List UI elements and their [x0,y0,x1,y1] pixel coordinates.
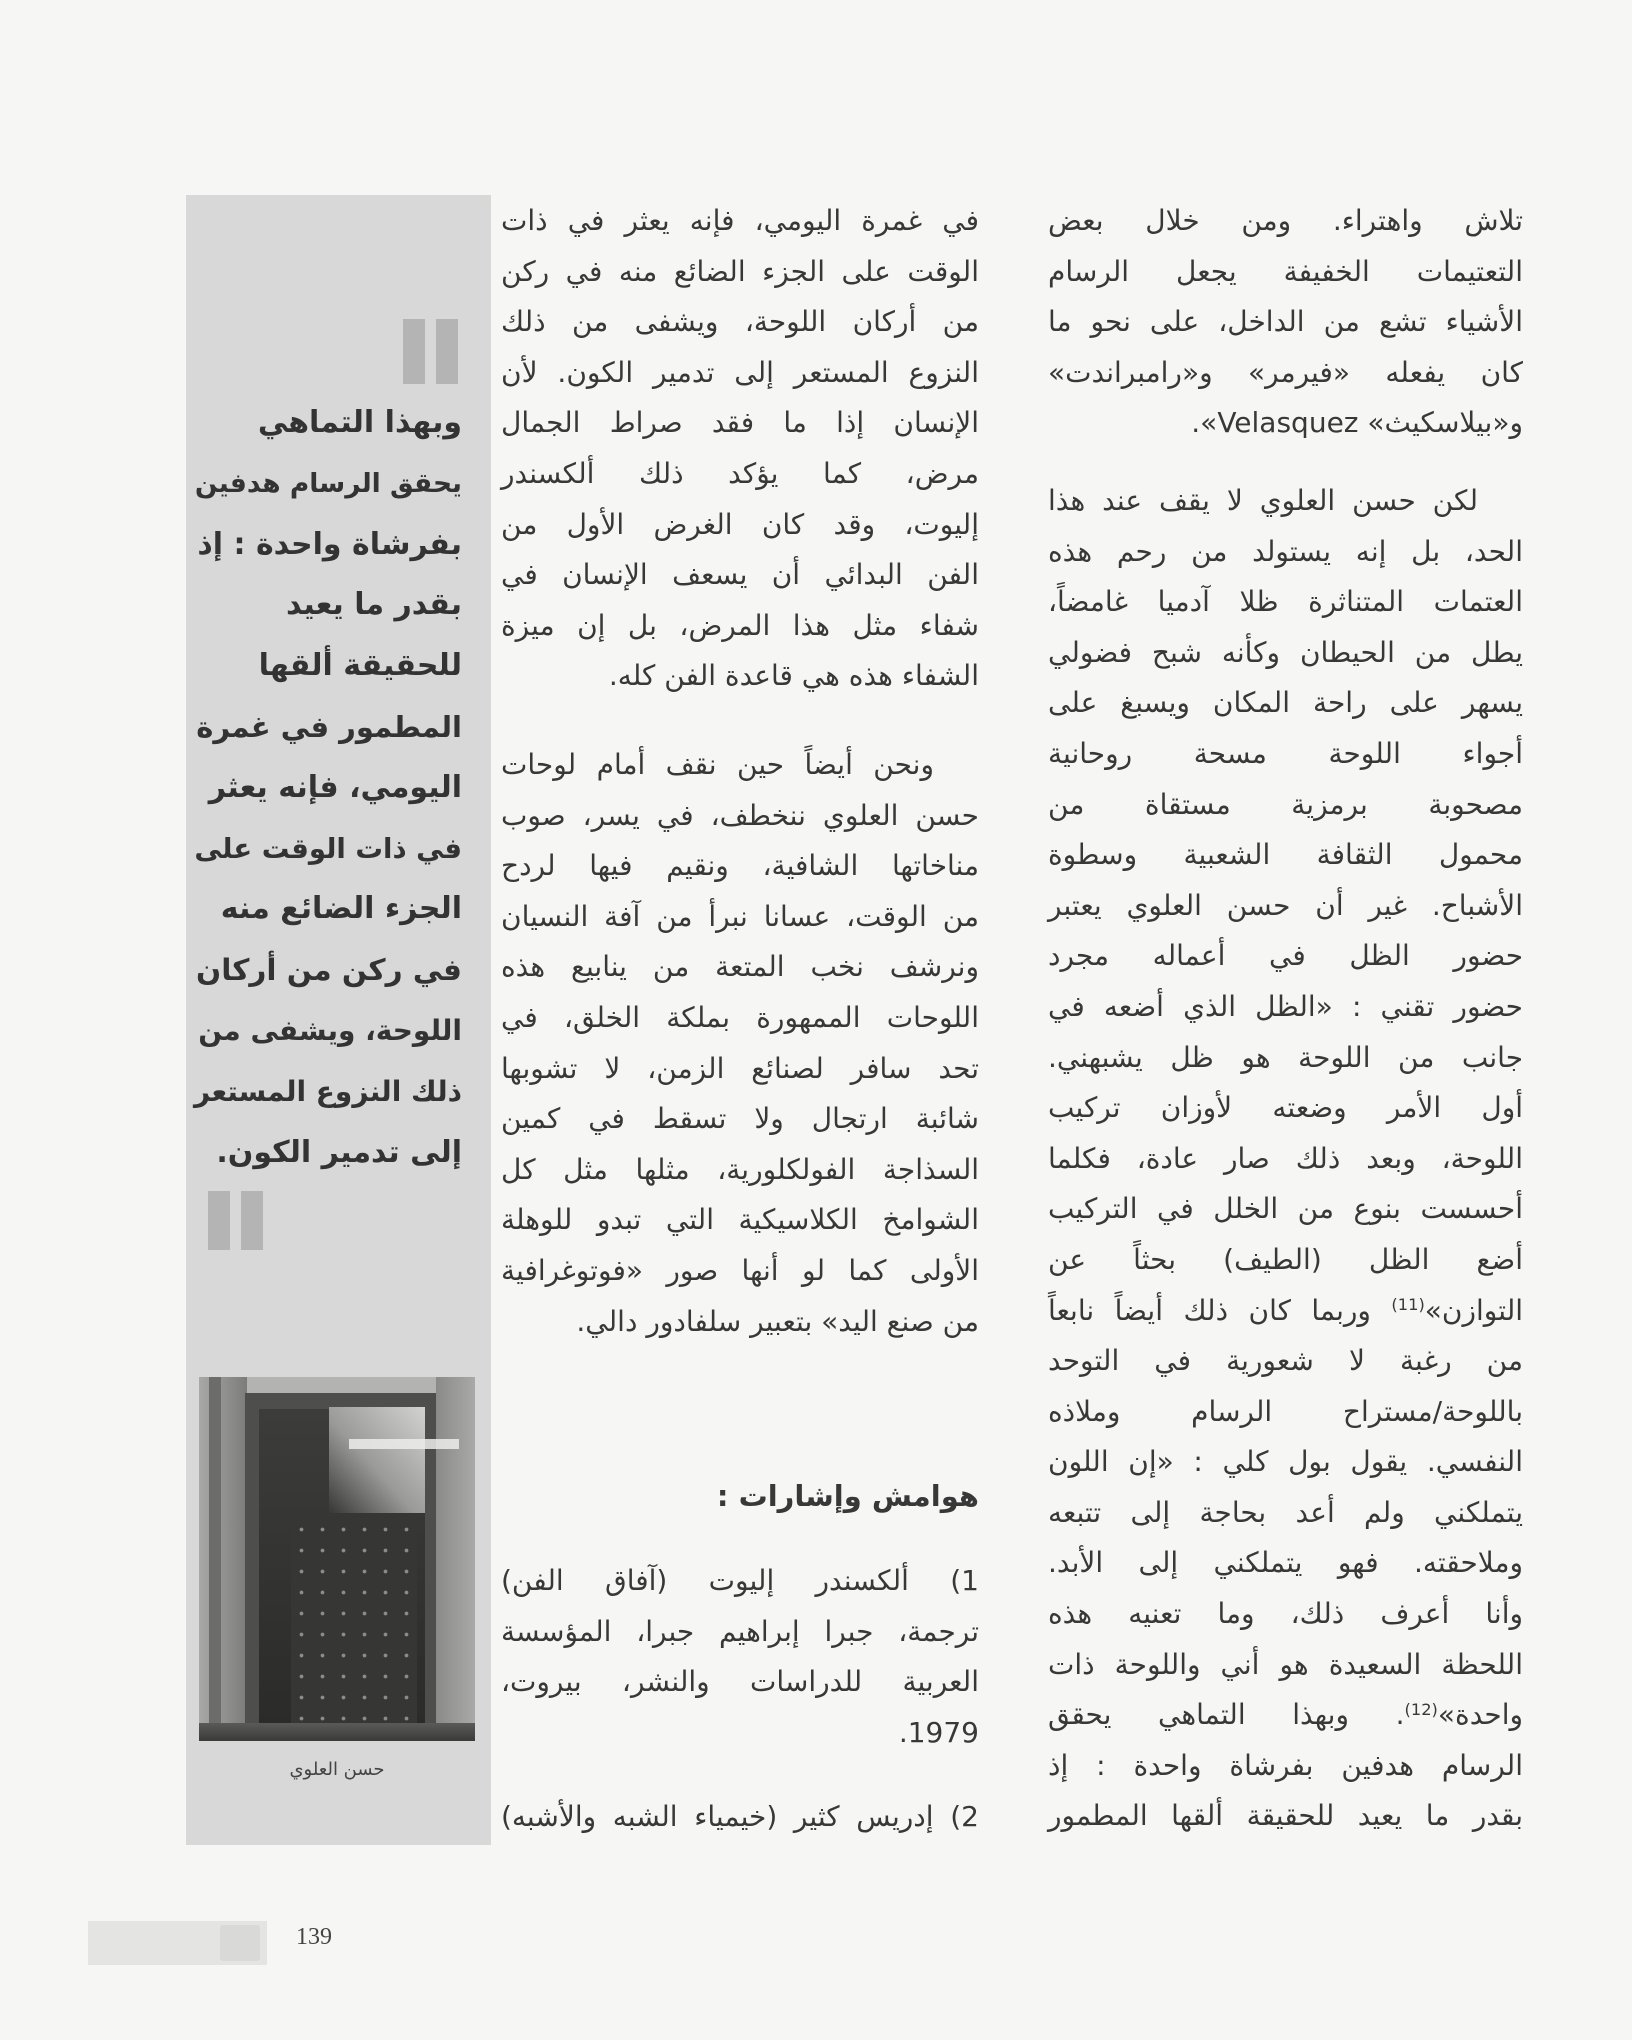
text-line: شائبة ارتجال ولا تسقط في كمين [501,1102,979,1136]
text-line: 1979. [898,1715,979,1749]
text-line: ونحن أيضاً حين نقف أمام لوحات [501,748,934,781]
text-line: جانب من اللوحة هو ظل يشبهني. [1048,1040,1523,1074]
text-line: الشفاء هذه هي قاعدة الفن كله. [608,659,979,693]
text-line: مناخاتها الشافية، ونقيم فيها لردح [501,849,979,883]
right-column-paragraph-2 [1048,476,1523,1842]
text-line: الشوامخ الكلاسيكية التي تبدو للوهلة [501,1203,979,1237]
photo-left-wall [199,1377,247,1741]
text-line: يطل من الحيطان وكأنه شبح فضولي [1048,635,1523,669]
text-line: شفاء مثل هذا المرض، بل إن ميزة [501,608,979,642]
text-line: حسن العلوي ننخطف، في يسر، صوب [501,798,979,832]
text-line: لكن حسن العلوي لا يقف عند هذا [1048,484,1478,517]
notes-heading: هوامش وإشارات : [716,1479,979,1513]
text-line: محمول الثقافة الشعبية وسطوة [1048,838,1523,872]
text-line: في غمرة اليومي، فإنه يعثر في ذات [501,204,979,237]
text-line: 1) ألكسندر إليوت (آفاق الفن) [501,1564,979,1597]
text-line: أجواء اللوحة مسحة روحانية [1048,736,1523,770]
text-segment: واحدة» [1437,1698,1523,1732]
text-line: حضور الظل في أعماله مجرد [1048,939,1523,973]
text-line: النفسي. يقول بول كلي : «إن اللون [1048,1445,1523,1479]
middle-column-paragraph-1 [501,196,979,702]
text-line: من صنع اليد» بتعبير سلفادور دالي. [576,1304,979,1338]
text-segment: . وبهذا التماهي يحقق [1048,1698,1405,1732]
quote-line: للحقيقة ألقها [258,648,462,684]
quote-line: يحقق الرسام هدفين [194,467,462,499]
quote-line: الجزء الضائع منه [220,891,462,927]
artist-photo [199,1377,475,1741]
text-line: مرض، كما يؤكد ذلك ألكسندر [501,456,979,490]
quote-line: المطمور في غمرة [196,709,462,744]
text-line [1048,1690,1523,1741]
text-line: وملاحقته. فهو يتملكني إلى الأبد. [1048,1546,1523,1580]
quote-bar [436,319,458,384]
photo-caption: حسن العلوي [289,1759,385,1780]
photo-right-wall [436,1377,475,1741]
text-line: أحسست بنوع من الخلل في التركيب [1048,1192,1523,1226]
text-line: السذاجة الفولكلورية، مثلها مثل كل [501,1152,979,1186]
text-line: تلاش واهتراء. ومن خلال بعض [1048,204,1523,237]
footnote-1 [501,1556,979,1758]
photo-door-panel [291,1519,417,1731]
text-line: الأشياء تشع من الداخل، على نحو ما [1048,305,1523,339]
sidebar-panel [186,195,491,1845]
text-line: الرسام هدفين بفرشاة واحدة : إذ [1048,1748,1523,1782]
text-line: و«بيلاسكيث» Velasquez». [1191,406,1523,440]
quote-line: وبهذا التماهي [257,405,462,440]
quote-bar [208,1191,230,1250]
footnote-2 [501,1792,979,1843]
photo-window-glare [349,1439,459,1449]
magazine-logo [220,1925,260,1961]
quote-line: في ركن من أركان [196,953,462,988]
text-line: التعتيمات الخفيفة يجعل الرسام [1048,254,1523,288]
text-line: الحد، بل إنه يستولد من رحم هذه [1048,534,1523,568]
text-line: أول الأمر وضعته لأوزان تركيب [1048,1091,1523,1125]
quote-line: ذلك النزوع المستعر [194,1074,462,1108]
text-line: من الوقت، عسانا نبرأ من آفة النسيان [501,899,979,933]
quote-line: بفرشاة واحدة : إذ [197,526,462,562]
text-line: من أركان اللوحة، ويشفى من ذلك [501,305,979,339]
text-line: كان يفعله «فيرمر» و«رامبراندت» [1048,355,1523,389]
text-line: ونرشف نخب المتعة من ينابيع هذه [501,950,979,984]
text-line: مصحوبة برمزية مستقاة من [1048,787,1523,821]
quote-bar [241,1191,263,1250]
photo-corner-shadow [209,1377,221,1741]
text-segment: التوازن» [1424,1293,1523,1327]
text-line [1048,1286,1523,1337]
text-line: الإنسان إذا ما فقد صراط الجمال [501,406,979,440]
text-line: بقدر ما يعيد للحقيقة ألقها المطمور [1048,1799,1523,1833]
text-line: باللوحة/مستراح الرسام وملاذه [1048,1394,1523,1428]
quote-line: اللوحة، ويشفى من [198,1013,462,1047]
text-line: وأنا أعرف ذلك، وما تعنيه هذه [1048,1597,1523,1631]
text-segment: وربما كان ذلك أيضاً نابعاً [1048,1293,1392,1327]
text-line: حضور تقني : «الظل الذي أضعه في [1048,989,1523,1023]
photo-floor [199,1723,475,1741]
text-line: تحد سافر لصنائع الزمن، لا تشوبها [501,1051,979,1085]
quote-line: بقدر ما يعيد [286,587,462,623]
text-line: إليوت، وقد كان الغرض الأول من [501,507,979,541]
text-line: أضع الظل (الطيف) بحثاً عن [1048,1242,1523,1276]
quote-open-icon [403,319,458,384]
photo-door-reflection [329,1407,425,1513]
footnote-ref: (12) [1404,1699,1438,1719]
text-line: 2) إدريس كثير (خيمياء الشبه والأشبه) [501,1800,979,1833]
quote-close-icon [208,1191,263,1250]
quote-line: في ذات الوقت على [194,832,462,865]
right-column [1048,196,1523,449]
text-line: يتملكني ولم أعد بحاجة إلى تتبعه [1048,1495,1523,1529]
text-line: اللوحات الممهورة بملكة الخلق، في [501,1000,979,1034]
middle-column-paragraph-2 [501,740,979,1347]
text-line: الأولى كما لو أنها صور «فوتوغرافية [501,1253,979,1287]
text-line: الفن البدائي أن يسعف الإنسان في [501,558,979,592]
text-line: اللوحة، وبعد ذلك صار عادة، فكلما [1048,1141,1523,1175]
text-line: الوقت على الجزء الضائع منه في ركن [501,254,979,288]
text-line: العتمات المتناثرة ظلا آدميا غامضاً، [1048,585,1523,619]
text-line: الأشباح. غير أن حسن العلوي يعتبر [1048,888,1523,922]
text-line: العربية للدراسات والنشر، بيروت، [501,1665,979,1699]
text-line: يسهر على راحة المكان ويسبغ على [1048,686,1523,720]
quote-line: اليومي، فإنه يعثر [208,769,462,805]
text-line: النزوع المستعر إلى تدمير الكون. لأن [501,355,979,389]
footnote-ref: (11) [1391,1294,1425,1314]
pull-quote [194,393,462,1183]
text-line: اللحظة السعيدة هو أني واللوحة ذات [1048,1647,1523,1681]
quote-bar [403,319,425,384]
paragraph [1048,196,1523,449]
quote-line: إلى تدمير الكون. [216,1134,462,1170]
text-line: ترجمة، جبرا إبراهيم جبرا، المؤسسة [501,1614,979,1648]
text-line: من رغبة لا شعورية في التوحد [1048,1344,1523,1378]
footer-strip [88,1921,267,1965]
page-number: 139 [296,1924,332,1950]
